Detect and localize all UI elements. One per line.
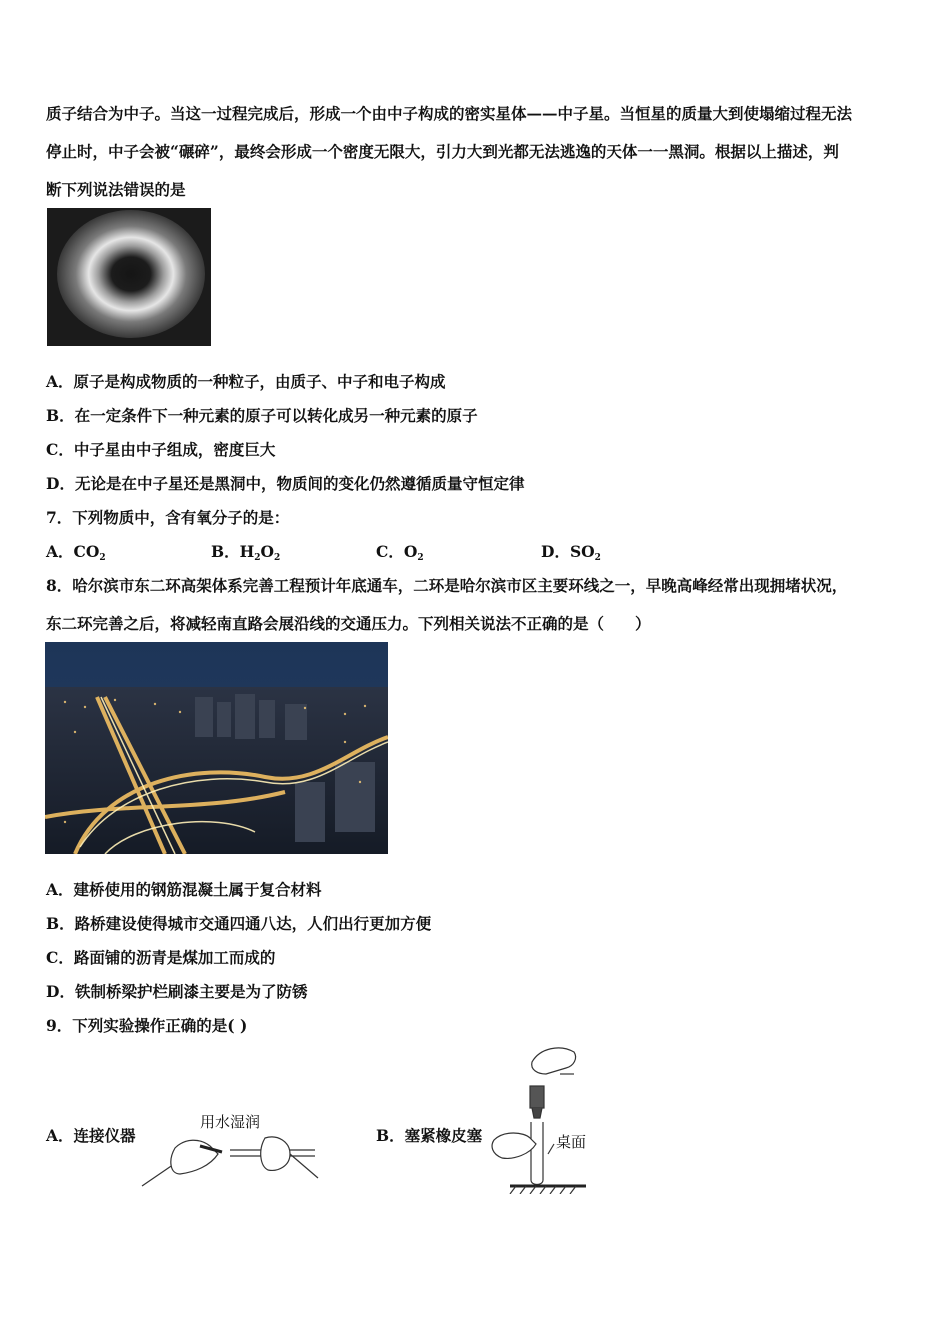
q8-option-d — [46, 980, 307, 1002]
intro-line-3: 断下列说法错误的是 — [46, 180, 186, 199]
option-text: 路桥建设使得城市交通四通八达，人们出行更加方便 — [74, 914, 432, 933]
formula: H — [239, 542, 255, 561]
option-letter: B． — [46, 406, 75, 425]
option-letter: D． — [46, 982, 75, 1001]
option-text: 中子星由中子组成，密度巨大 — [73, 440, 276, 459]
q9-stem: 9．下列实验操作正确的是( ) — [46, 1016, 248, 1035]
option-text: 路面铺的沥青是煤加工而成的 — [73, 948, 276, 967]
subscript: 2 — [274, 553, 281, 563]
q7-option-a — [46, 540, 106, 563]
q7-stem: 7．下列物质中，含有氧分子的是： — [46, 508, 290, 527]
option-text: 建桥使用的钢筋混凝土属于复合材料 — [73, 880, 322, 899]
option-letter: A． — [46, 542, 74, 561]
wet-with-water-label: 用水湿润 — [200, 1113, 261, 1131]
option-text: 铁制桥梁护栏刷漆主要是为了防锈 — [74, 982, 308, 1001]
option-letter: A． — [46, 880, 74, 899]
option-letter: C． — [46, 440, 74, 459]
option-letter: C． — [376, 542, 404, 561]
insert-stopper-figure — [490, 1044, 590, 1194]
q9-option-b — [376, 1124, 482, 1146]
q6-option-b — [46, 404, 478, 426]
formula: O — [403, 542, 418, 561]
formula: O — [260, 542, 275, 561]
q7-option-c — [376, 540, 424, 563]
q7-option-d — [541, 540, 601, 563]
connect-apparatus-figure — [140, 1108, 325, 1192]
option-letter: D． — [541, 542, 570, 561]
q8-option-c — [46, 946, 275, 968]
option-text: 无论是在中子星还是黑洞中，物质间的变化仍然遵循质量守恒定律 — [74, 474, 525, 493]
subscript: 2 — [99, 553, 106, 563]
option-text: 塞紧橡皮塞 — [404, 1126, 483, 1145]
q8-stem-line-1: 8．哈尔滨市东二环高架体系完善工程预计年底通车，二环是哈尔滨市区主要环线之一，早晚高峰经常出现拥堵状况， — [46, 576, 848, 595]
option-letter: C． — [46, 948, 74, 967]
intro-line-1: 质子结合为中子。当这一过程完成后，形成一个由中子构成的密实星体——中子星。当恒星的质量大到使塌缩过程无法 — [46, 104, 853, 123]
q6-option-d — [46, 472, 524, 494]
option-letter: A． — [46, 1126, 74, 1145]
q8-option-a — [46, 878, 322, 900]
intro-line-2: 停止时，中子会被“碾碎”，最终会形成一个密度无限大，引力大到光都无法逃逸的天体一一黑洞。根据以上描述，判 — [46, 142, 839, 161]
option-letter: B． — [46, 914, 75, 933]
formula: SO — [569, 542, 595, 561]
option-letter: D． — [46, 474, 75, 493]
q9-option-a — [46, 1124, 136, 1146]
q8-stem-line-2: 东二环完善之后，将减轻南直路会展沿线的交通压力。下列相关说法不正确的是（ ） — [46, 614, 651, 633]
tabletop-label: 桌面 — [556, 1133, 587, 1151]
option-letter: A． — [46, 372, 74, 391]
subscript: 2 — [254, 553, 261, 563]
option-letter: B． — [211, 542, 240, 561]
subscript: 2 — [594, 553, 601, 563]
formula: CO — [73, 542, 100, 561]
night-interchange-photo — [45, 642, 388, 854]
black-hole-image — [47, 208, 211, 346]
option-text: 连接仪器 — [73, 1126, 136, 1145]
q6-option-c — [46, 438, 275, 460]
q8-option-b — [46, 912, 431, 934]
option-letter: B． — [376, 1126, 405, 1145]
option-text: 在一定条件下一种元素的原子可以转化成另一种元素的原子 — [74, 406, 478, 425]
q7-option-b — [211, 540, 280, 563]
option-text: 原子是构成物质的一种粒子，由质子、中子和电子构成 — [73, 372, 446, 391]
subscript: 2 — [417, 553, 424, 563]
q6-option-a — [46, 370, 446, 392]
